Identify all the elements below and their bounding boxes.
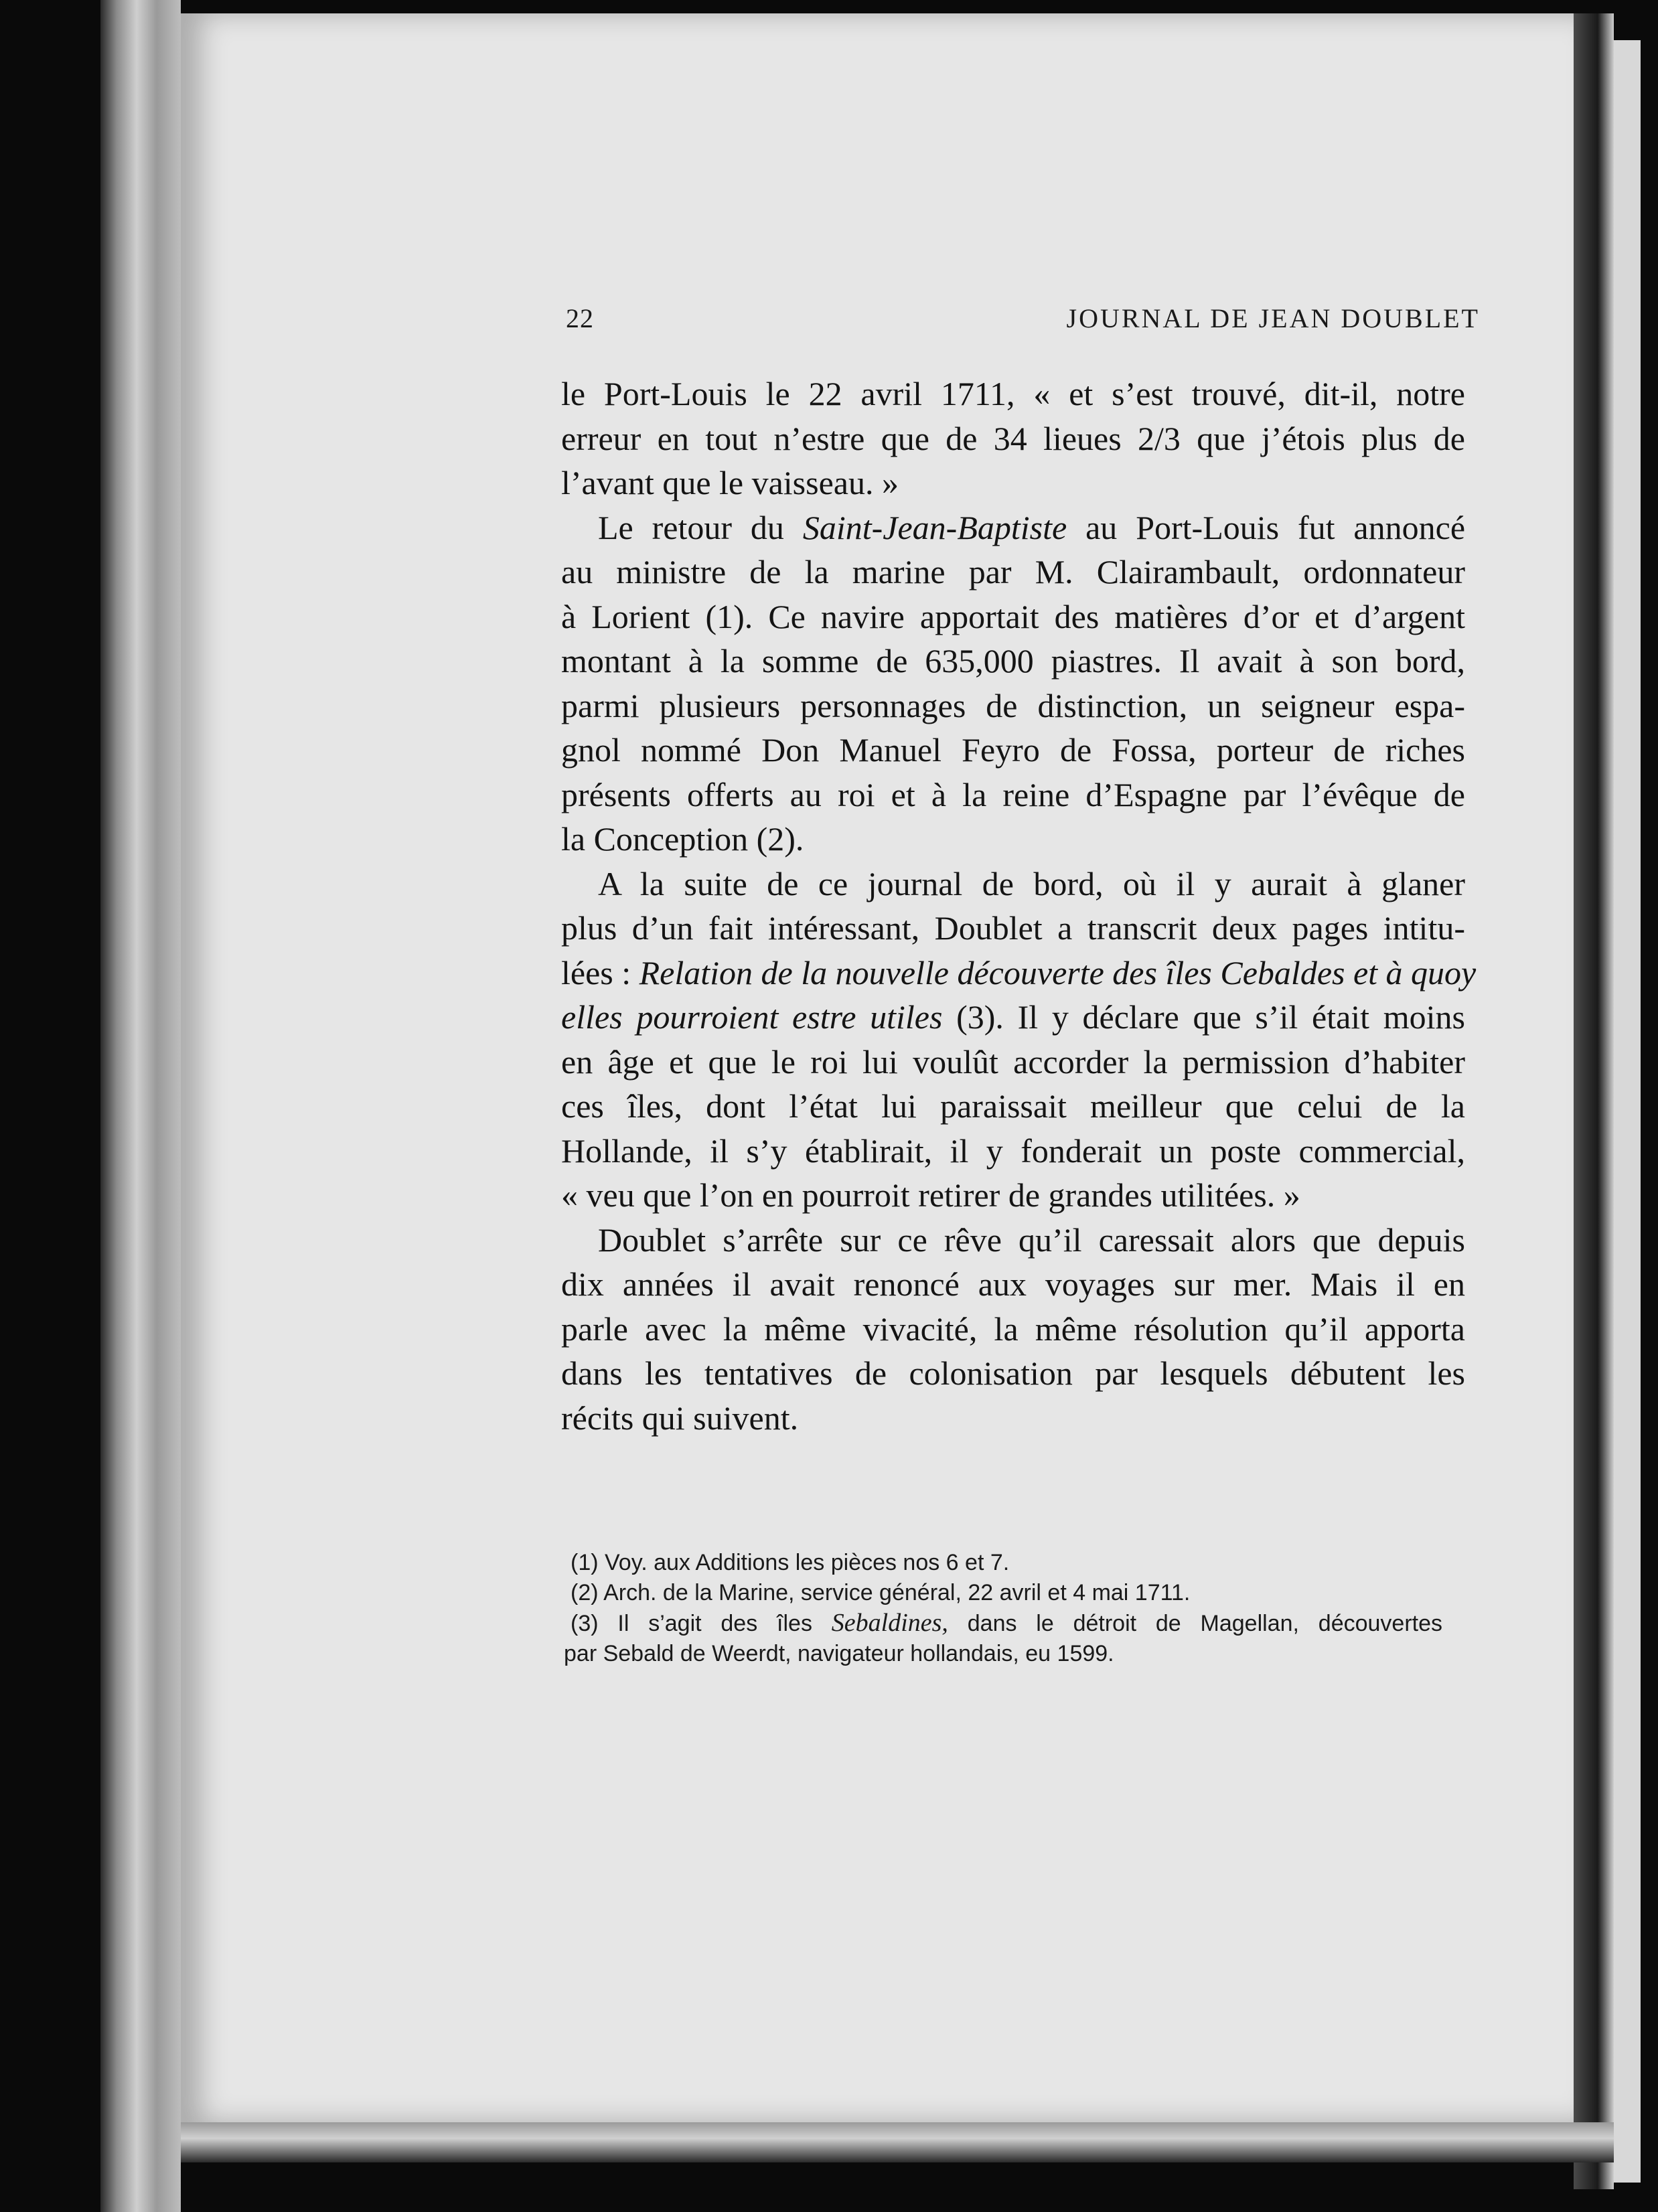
place-name-italic: Sebaldines, [831,1609,948,1637]
text-run: Le retour du [598,508,803,546]
text-line: l’avant que le vaisseau. » [561,464,899,501]
text-line: récits qui suivent. [561,1399,799,1437]
text-line: en âge et que le roi lui voulût accorder la permission d’habiter [561,1042,1465,1081]
text-line: présents offerts au roi et à la reine d’Espagne par l’évêque de [561,775,1465,813]
text-run: (3). Il y déclare que s’il était moins [942,998,1465,1036]
text-line: la Conception (2). [561,820,804,858]
title-italic: elles pourroient estre utiles [561,998,943,1036]
text-line: parmi plusieurs personnages de distinction, un seigneur espa- [561,686,1465,724]
text-line: dix années il avait renoncé aux voyages sur mer. Mais il en [561,1265,1465,1303]
text-run: dans le détroit de Magellan, découvertes [948,1611,1443,1636]
text-line: erreur en tout n’estre que de 34 lieues 2/3 que j’étois plus de [561,419,1465,457]
footnote: par Sebald de Weerdt, navigateur hollandais, eu 1599. [564,1641,1114,1666]
text-line [561,505,1465,550]
text-line: au ministre de la marine par M. Clairambault, ordonnateur [561,553,1465,590]
text-line: Doublet s’arrête sur ce rêve qu’il caressait alors que depuis [598,1220,1465,1259]
text-line: plus d’un fait intéressant, Doublet a transcrit deux pages intitu- [561,909,1465,947]
text-line: parle avec la même vivacité, la même résolution qu’il apporta [561,1310,1465,1348]
page-bottom-edge [181,2122,1614,2162]
main-text [561,372,1477,1440]
text-line: ces îles, dont l’état lui paraissait meilleur que celui de la [561,1087,1465,1125]
text-run: (3) Il s’agit des îles [571,1611,832,1636]
title-italic: Relation de la nouvelle découverte des îles Cebaldes et à quoy [639,953,1477,992]
page-number: 22 [566,303,594,333]
text-line: A la suite de ce journal de bord, où il y aurait à glaner [598,864,1465,902]
text-run: lées : [561,953,639,992]
footnotes [564,1548,1442,1669]
running-title: JOURNAL DE JEAN DOUBLET [1066,303,1480,333]
text-run: au Port-Louis fut annoncé [1067,508,1466,546]
text-line [561,951,1477,996]
footnote: (2) Arch. de la Marine, service général, 22 avril et 4 mai 1711. [571,1580,1191,1605]
text-line: « veu que l’on en pourroit retirer de grandes utilitées. » [561,1176,1300,1214]
next-page-edge [1614,40,1641,2183]
text-line: montant à la somme de 635,000 piastres. Il avait à son bord, [561,642,1465,680]
footnote: (1) Voy. aux Additions les pièces nos 6 et 7. [571,1550,1010,1575]
book-gutter-shadow [1574,13,1614,2189]
running-header [566,303,1480,343]
text-line [561,995,1465,1040]
text-line: à Lorient (1). Ce navire apportait des matières d’or et d’argent [561,597,1465,635]
ship-name-italic: Saint-Jean-Baptiste [802,508,1067,546]
book-page-edges [100,0,181,2212]
text-line: dans les tentatives de colonisation par lesquels débutent les [561,1354,1465,1392]
text-line: Hollande, il s’y établirait, il y fonderait un poste commercial, [561,1131,1465,1170]
text-line: gnol nommé Don Manuel Feyro de Fossa, porteur de riches [561,731,1465,769]
text-line: le Port-Louis le 22 avril 1711, « et s’est trouvé, dit-il, notre [561,375,1465,412]
footnote [564,1608,1442,1639]
